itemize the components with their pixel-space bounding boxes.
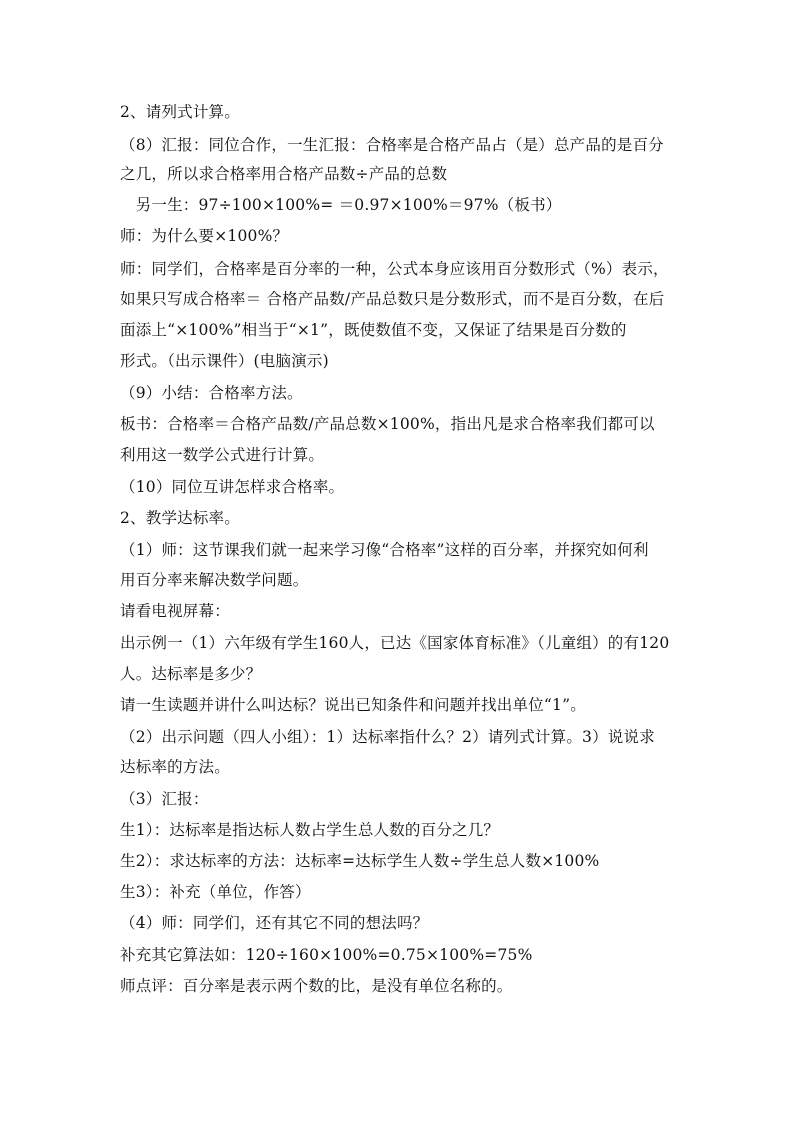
text-line: 之几，所以求合格率用合格产品数÷产品的总数 xyxy=(120,165,448,183)
text-line: 师：同学们，合格率是百分率的一种，公式本身应该用百分数形式（%）表示， xyxy=(120,260,669,278)
text-line: 生2）：求达标率的方法：达标率=达标学生人数÷学生总人数×100% xyxy=(120,852,600,870)
text-line: 用百分率来解决数学问题。 xyxy=(120,571,309,589)
text-line: （9）小结：合格率方法。 xyxy=(120,384,303,402)
text-line: 形式。（出示课件）(电脑演示) xyxy=(120,352,329,370)
text-line: 如果只写成合格率＝ 合格产品数/产品总数只是分数形式，而不是百分数，在后 xyxy=(120,290,665,308)
text-line: 另一生：97÷100×100%= ＝0.97×100%＝97%（板书） xyxy=(120,196,562,214)
text-line: （1）师：这节课我们就一起来学习像“合格率”这样的百分率，并探究如何利 xyxy=(120,541,649,559)
text-line: 师点评：百分率是表示两个数的比，是没有单位名称的。 xyxy=(120,977,513,995)
text-line: 面添上“×100%”相当于“×1”，既使数值不变，又保证了结果是百分数的 xyxy=(120,321,627,339)
text-line: 2、请列式计算。 xyxy=(120,103,240,121)
text-line: （2）出示问题（四人小组）：1）达标率指什么？2）请列式计算。3）说说求 xyxy=(120,728,655,746)
text-line: 板书：合格率＝合格产品数/产品总数×100%，指出凡是求合格率我们都可以 xyxy=(120,415,655,433)
text-line: 请看电视屏幕： xyxy=(120,602,230,620)
text-line: 请一生读题并讲什么叫达标？说出已知条件和问题并找出单位“1”。 xyxy=(120,696,586,714)
text-line: 师：为什么要×100%？ xyxy=(120,227,289,245)
text-line: 生3）：补充（单位，作答） xyxy=(120,883,311,901)
text-line: （8）汇报：同位合作，一生汇报：合格率是合格产品占（是）总产品的是百分 xyxy=(120,136,664,154)
text-line: 生1）：达标率是指达标人数占学生总人数的百分之几？ xyxy=(120,821,500,839)
text-line: （4）师：同学们，还有其它不同的想法吗？ xyxy=(120,914,429,932)
text-line: 达标率的方法。 xyxy=(120,758,230,776)
text-line: 补充其它算法如：120÷160×100%=0.75×100%=75% xyxy=(120,946,533,964)
text-line: 人。达标率是多少？ xyxy=(120,665,262,683)
text-line: （3）汇报： xyxy=(120,790,209,808)
text-line: （10）同位互讲怎样求合格率。 xyxy=(120,478,345,496)
text-line: 2、教学达标率。 xyxy=(120,509,240,527)
text-line: 利用这一数学公式进行计算。 xyxy=(120,446,325,464)
text-line: 出示例一（1）六年级有学生160人，已达《国家体育标准》（儿童组）的有120 xyxy=(120,634,670,652)
